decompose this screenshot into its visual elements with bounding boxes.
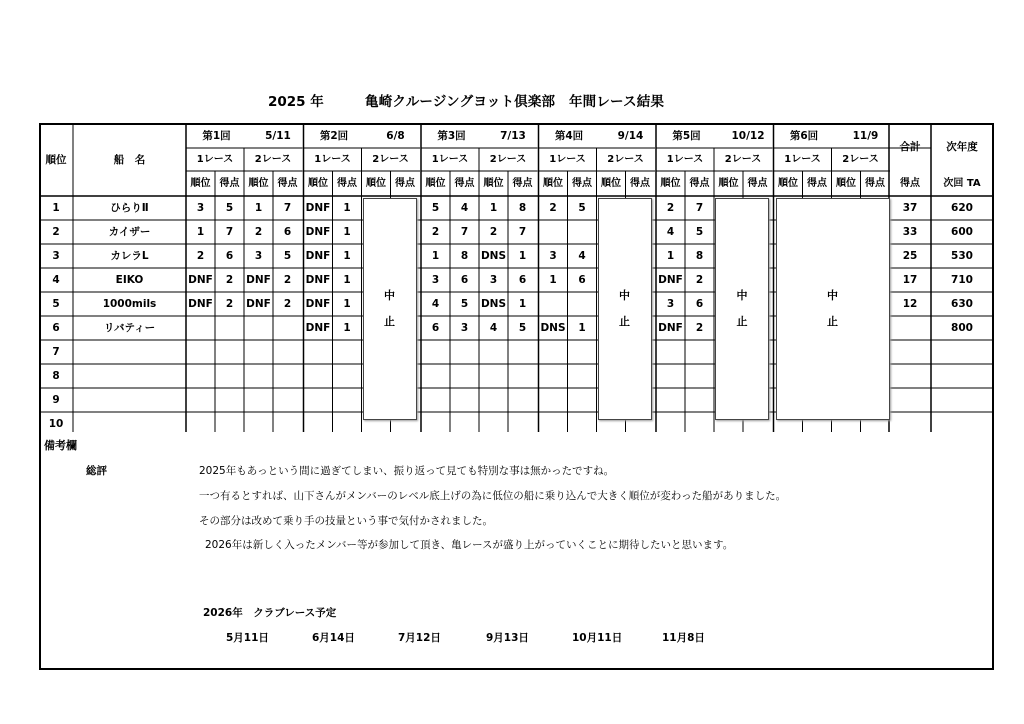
row-points: 7 — [518, 225, 527, 238]
row-position: 1 — [489, 201, 498, 214]
row-position: 2 — [431, 225, 440, 238]
next-year-header: 次年度 — [946, 141, 978, 154]
row-position: DNF — [305, 225, 331, 238]
position-header: 順位 — [660, 177, 681, 189]
row-position: 3 — [431, 273, 440, 286]
row-position: DNF — [658, 273, 683, 286]
row-position: 2 — [254, 225, 263, 238]
schedule-date-6: 11月8日 — [662, 632, 705, 644]
points-header: 得点 — [337, 177, 357, 189]
row-next-ta: 710 — [951, 273, 973, 286]
row-points: 6 — [518, 273, 527, 286]
race-2-header: 2レース — [254, 153, 292, 165]
round-1-date: 5/11 — [265, 129, 291, 142]
row-points: 6 — [695, 297, 704, 310]
points-header: 得点 — [689, 177, 710, 189]
row-position: DNF — [188, 273, 213, 286]
round-2-label: 第2回 — [319, 129, 349, 142]
row-points: 5 — [225, 201, 234, 214]
row-rank: 4 — [52, 273, 60, 286]
row-position: DNF — [305, 249, 331, 262]
row-boat-name: ひらりⅡ — [110, 201, 149, 214]
page-frame — [39, 123, 994, 670]
row-position: DNS — [480, 249, 507, 262]
row-points: 2 — [283, 273, 292, 286]
row-points: 1 — [343, 201, 351, 214]
cancelled-label-top: 中 — [384, 289, 395, 302]
row-points: 8 — [695, 249, 704, 262]
row-position: 2 — [489, 225, 498, 238]
round-1-label: 第1回 — [202, 129, 231, 142]
row-position: 1 — [666, 249, 675, 262]
row-points: 1 — [343, 249, 351, 262]
row-points: 2 — [695, 273, 704, 286]
row-boat-name: リバティー — [103, 321, 156, 334]
row-position: DNF — [246, 297, 271, 310]
row-rank: 5 — [52, 297, 60, 310]
row-points: 5 — [695, 225, 704, 238]
row-points: 1 — [343, 273, 351, 286]
total-header: 合計 — [899, 141, 921, 154]
schedule-date-2: 6月14日 — [312, 632, 355, 644]
row-points: 5 — [578, 201, 586, 214]
row-position: 2 — [549, 201, 557, 214]
points-header: 得点 — [454, 177, 475, 189]
round-6-date: 11/9 — [852, 129, 879, 142]
row-points: 1 — [343, 321, 351, 334]
row-points: 6 — [578, 273, 586, 286]
race-1-header: 1レース — [784, 153, 821, 165]
row-next-ta: 620 — [951, 201, 973, 214]
row-rank: 7 — [52, 345, 60, 358]
cancelled-label-bottom: 止 — [827, 315, 838, 328]
row-position: 1 — [254, 201, 263, 214]
title-year: 2025 年 — [268, 94, 324, 110]
notes-label: 備考欄 — [44, 439, 77, 452]
rank-header: 順位 — [45, 153, 67, 166]
row-total: 25 — [902, 249, 918, 262]
cancelled-label-top: 中 — [736, 289, 748, 302]
row-position: 3 — [196, 201, 205, 214]
row-points: 4 — [460, 201, 469, 214]
row-rank: 8 — [52, 369, 60, 382]
row-boat-name: 1000mils — [102, 297, 157, 310]
summary-line-3: その部分は改めて乗り手の技量という事で気付かされました。 — [199, 515, 493, 527]
schedule-date-5: 10月11日 — [572, 632, 623, 644]
schedule-date-3: 7月12日 — [398, 632, 441, 644]
row-position: 2 — [666, 201, 675, 214]
row-next-ta: 800 — [951, 321, 973, 334]
cancelled-label-bottom: 止 — [384, 315, 395, 328]
round-3-date: 7/13 — [500, 129, 526, 142]
position-header: 順位 — [366, 177, 386, 189]
total-points-header: 得点 — [900, 177, 920, 189]
cancelled-label-top: 中 — [827, 289, 838, 302]
row-points: 2 — [283, 297, 292, 310]
boat-name-header: 船 名 — [113, 153, 146, 166]
row-rank: 10 — [48, 417, 64, 430]
row-points: 5 — [460, 297, 469, 310]
race-1-header: 1レース — [431, 153, 469, 165]
row-position: 1 — [431, 249, 440, 262]
row-position: 4 — [666, 225, 675, 238]
points-header: 得点 — [219, 177, 240, 189]
round-2-date: 6/8 — [386, 129, 405, 142]
row-points: 1 — [343, 225, 351, 238]
race-2-header: 2レース — [489, 153, 527, 165]
row-points: 7 — [283, 201, 292, 214]
row-position: DNF — [305, 273, 331, 286]
row-position: DNF — [305, 321, 331, 334]
row-position: 3 — [666, 297, 675, 310]
position-header: 順位 — [836, 177, 856, 189]
points-header: 得点 — [395, 177, 415, 189]
position-header: 順位 — [248, 177, 269, 189]
row-position: 1 — [196, 225, 205, 238]
row-position: 3 — [254, 249, 263, 262]
race-2-header: 2レース — [724, 153, 762, 165]
points-header: 得点 — [747, 177, 768, 189]
row-position: 4 — [489, 321, 498, 334]
position-header: 順位 — [308, 177, 328, 189]
row-points: 6 — [283, 225, 292, 238]
row-rank: 9 — [52, 393, 60, 406]
row-total: 33 — [902, 225, 918, 238]
points-header: 得点 — [277, 177, 298, 189]
row-rank: 6 — [52, 321, 60, 334]
row-points: 3 — [460, 321, 469, 334]
points-header: 得点 — [512, 177, 533, 189]
row-position: DNF — [305, 297, 331, 310]
title-text: 亀崎クルージングヨット倶楽部 年間レース結果 — [365, 94, 665, 110]
position-header: 順位 — [718, 177, 739, 189]
row-points: 1 — [518, 297, 527, 310]
position-header: 順位 — [778, 177, 798, 189]
round-3-label: 第3回 — [437, 129, 466, 142]
row-points: 7 — [460, 225, 469, 238]
round-4-label: 第4回 — [554, 129, 584, 142]
row-rank: 3 — [52, 249, 60, 262]
points-header: 得点 — [630, 177, 650, 189]
row-points: 8 — [518, 201, 527, 214]
row-points: 2 — [695, 321, 704, 334]
schedule-title: 2026年 クラブレース予定 — [203, 607, 337, 619]
row-position: DNF — [188, 297, 213, 310]
race-2-header: 2レース — [607, 153, 644, 165]
row-points: 8 — [460, 249, 469, 262]
position-header: 順位 — [483, 177, 504, 189]
row-position: DNF — [658, 321, 683, 334]
row-points: 6 — [225, 249, 234, 262]
row-rank: 2 — [52, 225, 60, 238]
row-total: 12 — [902, 297, 918, 310]
position-header: 順位 — [543, 177, 563, 189]
round-4-date: 9/14 — [617, 129, 644, 142]
row-points: 1 — [518, 249, 527, 262]
row-total: 17 — [902, 273, 918, 286]
summary-line-4: 2026年は新しく入ったメンバー等が参加して頂き、亀レースが盛り上がっていくことに期待したいと思います。 — [205, 539, 734, 551]
row-position: 4 — [431, 297, 440, 310]
row-position: DNF — [305, 201, 331, 214]
row-points: 2 — [225, 297, 234, 310]
row-position: 5 — [431, 201, 440, 214]
row-position: 1 — [549, 273, 557, 286]
race-1-header: 1レース — [314, 153, 351, 165]
row-points: 6 — [460, 273, 469, 286]
summary-label: 総評 — [86, 465, 107, 477]
row-position: DNS — [480, 297, 507, 310]
schedule-date-1: 5月11日 — [226, 632, 269, 644]
row-position: 3 — [489, 273, 498, 286]
row-next-ta: 630 — [951, 297, 973, 310]
row-position: DNF — [246, 273, 271, 286]
row-rank: 1 — [52, 201, 60, 214]
row-boat-name: カレラL — [110, 249, 149, 262]
row-position: 2 — [196, 249, 205, 262]
round-6-label: 第6回 — [789, 129, 819, 142]
cancelled-label-top: 中 — [619, 289, 630, 302]
row-points: 5 — [518, 321, 527, 334]
points-header: 得点 — [572, 177, 592, 189]
position-header: 順位 — [425, 177, 446, 189]
cancelled-label-bottom: 止 — [736, 315, 748, 328]
row-points: 1 — [343, 297, 351, 310]
document-title — [0, 90, 1024, 110]
position-header: 順位 — [190, 177, 211, 189]
row-points: 1 — [578, 321, 586, 334]
cancelled-label-bottom: 止 — [619, 315, 630, 328]
race-2-header: 2レース — [372, 153, 409, 165]
schedule-date-4: 9月13日 — [486, 632, 529, 644]
summary-line-1: 2025年もあっという間に過ぎてしまい、振り返って見ても特別な事は無かったですね。 — [199, 465, 615, 477]
row-next-ta: 600 — [951, 225, 973, 238]
row-points: 5 — [283, 249, 292, 262]
row-next-ta: 530 — [951, 249, 973, 262]
race-1-header: 1レース — [666, 153, 704, 165]
race-2-header: 2レース — [842, 153, 879, 165]
row-points: 7 — [225, 225, 234, 238]
race-1-header: 1レース — [549, 153, 586, 165]
points-header: 得点 — [807, 177, 827, 189]
row-position: DNS — [540, 321, 566, 334]
position-header: 順位 — [601, 177, 621, 189]
points-header: 得点 — [865, 177, 885, 189]
next-ta-header: 次回 TA — [943, 177, 981, 189]
row-total: 37 — [902, 201, 918, 214]
row-position: 6 — [431, 321, 440, 334]
row-points: 4 — [578, 249, 586, 262]
round-5-date: 10/12 — [731, 129, 765, 142]
summary-line-2: 一つ有るとすれば、山下さんがメンバーのレベル底上げの為に低位の船に乗り込んで大きく順位が変わった船がありました。 — [199, 490, 787, 502]
row-points: 7 — [695, 201, 704, 214]
row-points: 2 — [225, 273, 234, 286]
row-position: 3 — [549, 249, 557, 262]
round-5-label: 第5回 — [672, 129, 701, 142]
row-boat-name: カイザー — [108, 225, 151, 238]
row-boat-name: EIKO — [115, 273, 144, 286]
race-1-header: 1レース — [196, 153, 234, 165]
